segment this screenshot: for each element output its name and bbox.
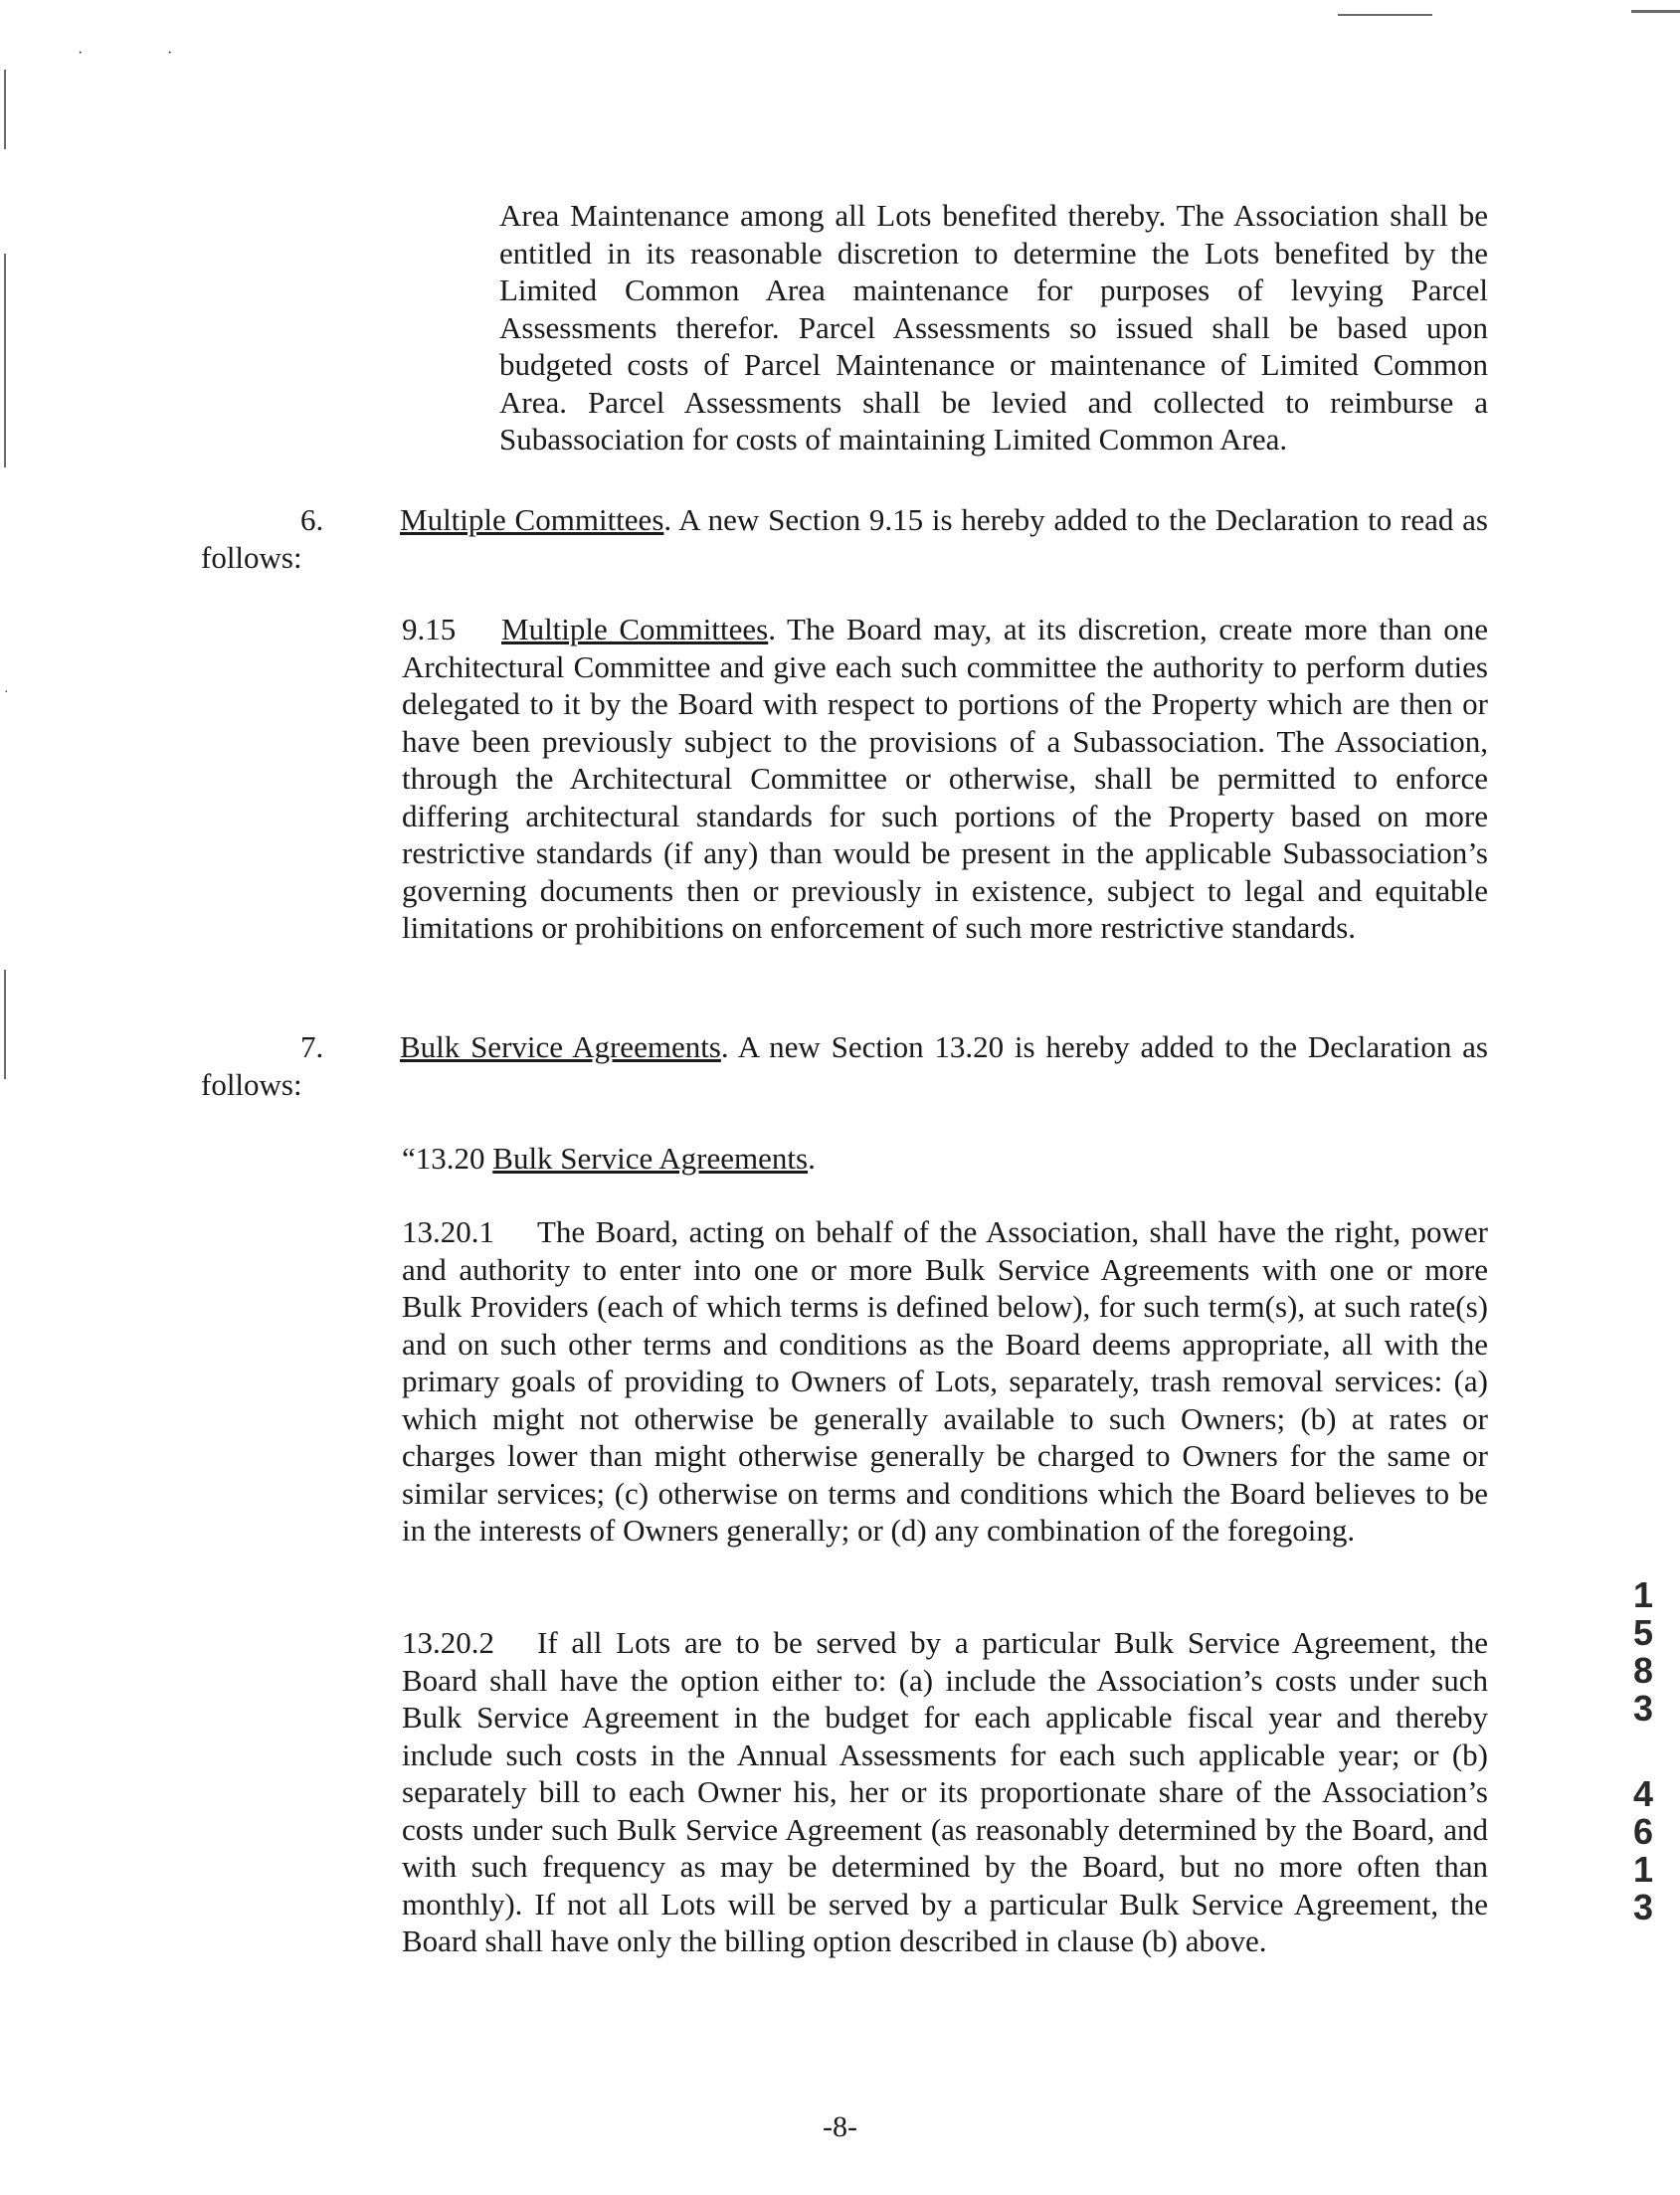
item-6-heading: Multiple Committees [400, 502, 664, 537]
section-9-15-heading: Multiple Committees [501, 612, 769, 646]
item-7-heading: Bulk Service Agreements [400, 1029, 721, 1064]
scan-speck: · [78, 45, 84, 62]
section-13-20-2-paragraph [402, 1624, 1488, 1960]
scan-speck: · [167, 45, 173, 62]
page-number: -8- [823, 2110, 857, 2143]
continuation-text: Area Maintenance among all Lots benefited thereby. The Association shall be entitled in its reasonable discretion to determine the Lots benefited by the Limited Common Area maintenance for purposes of levying Parcel Assessments therefor. Parcel Assessments so issued shall be based upon budgeted costs of Parcel Maintenance or maintenance of Limited Common Area. Parcel Assessments shall be levied and collected to reimburse a Subassociation for costs of maintaining Limited Common Area. [499, 198, 1488, 457]
section-9-15-paragraph [402, 611, 1488, 947]
recording-stamp-digit: 4 [1632, 1773, 1654, 1814]
item-7-intro: . A new Section 13.20 is hereby added to the Declaration as follows: [201, 1029, 1488, 1102]
recording-stamp-digit: 3 [1632, 1688, 1654, 1729]
scan-line-left-2 [4, 254, 6, 467]
scan-line-left-1 [4, 70, 6, 149]
continuation-paragraph [499, 197, 1488, 458]
item-6-number: 6. [300, 502, 324, 537]
section-9-15-number: 9.15 [402, 612, 457, 646]
scan-speck: · [4, 685, 9, 700]
section-13-20-2-body: If all Lots are to be served by a particular Bulk Service Agreement, the Board shall have the option either to: (a) include the Association’s costs under such Bulk Service Agreement in the budget for each applicable fiscal year and thereby include such costs in the Annual Assessments for each such applicable year; or (b) separately bill to each Owner his, her or its proportionate share of the Association’s costs under such Bulk Service Agreement (as reasonably determined by the Board, and with such frequency as may be determined by the Board, but no more often than monthly). If not all Lots will be served by a particular Bulk Service Agreement, the Board shall have only the billing option described in clause (b) above. [402, 1625, 1488, 1958]
recording-stamp-digit: 5 [1632, 1612, 1654, 1653]
recording-stamp-digit: 1 [1632, 1849, 1654, 1890]
recording-stamp-digit: 1 [1632, 1574, 1654, 1615]
section-13-20-heading-line [402, 1140, 1488, 1178]
scan-line-corner [1631, 10, 1680, 13]
recording-stamp [1621, 1576, 1665, 1926]
item-7-paragraph [201, 1028, 1488, 1103]
section-13-20-1-body: The Board, acting on behalf of the Association, shall have the right, power and authority to enter into one or more Bulk Service Agreements with one or more Bulk Providers (each of which terms is defined below), for such term(s), at such rate(s) and on such other terms and conditions as the Board deems appropriate, all with the primary goals of providing to Owners of Lots, separately, trash removal services: (a) which might not otherwise be generally available to such Owners; (b) at rates or charges lower than might otherwise generally be charged to Owners for the same or similar services; (c) otherwise on terms and conditions which the Board believes to be in the interests of Owners generally; or (d) any combination of the foregoing. [402, 1214, 1488, 1548]
recording-stamp-digit: 6 [1632, 1811, 1654, 1852]
section-13-20-suffix: . [808, 1141, 816, 1176]
section-13-20-1-number: 13.20.1 [402, 1214, 494, 1249]
recording-stamp-digit: 3 [1632, 1887, 1654, 1927]
scan-line-top-right [1338, 14, 1432, 16]
item-6-intro: . A new Section 9.15 is hereby added to the Declaration to read as follows: [201, 502, 1489, 575]
scan-line-left-3 [4, 970, 6, 1079]
section-9-15-body: . The Board may, at its discretion, create more than one Architectural Committee and give each such committee the authority to perform duties delegated to it by the Board with respect to portions of the Property which are then or have been previously subject to the provisions of a Subassociation. The Association, through the Architectural Committee or otherwise, shall be permitted to enforce differing architectural standards for such portions of the Property based on more restrictive standards (if any) than would be present in the applicable Subassociation’s governing documents then or previously in existence, subject to legal and equitable limitations or prohibitions on enforcement of such more restrictive standards. [402, 612, 1488, 945]
section-13-20-heading: Bulk Service Agreements [492, 1141, 809, 1176]
recording-stamp-digit: 8 [1632, 1650, 1654, 1691]
section-13-20-1-paragraph [402, 1213, 1488, 1550]
section-13-20-prefix: “13.20 [402, 1141, 493, 1176]
section-13-20-2-number: 13.20.2 [402, 1625, 494, 1660]
item-7-number: 7. [300, 1029, 324, 1064]
item-6-paragraph [201, 501, 1488, 576]
